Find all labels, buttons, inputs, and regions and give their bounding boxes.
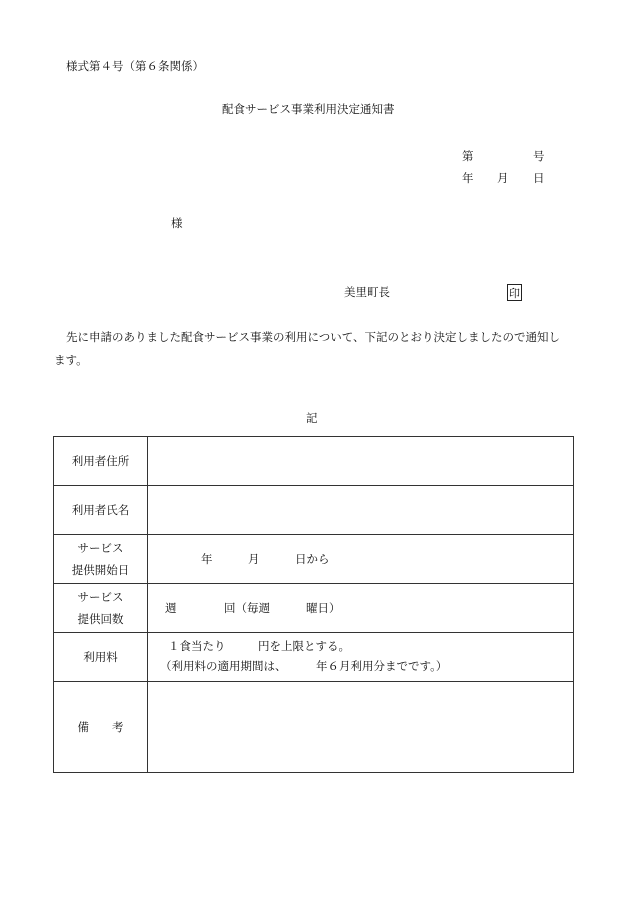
table-row xyxy=(54,682,574,773)
fee-label: 利用料 xyxy=(54,633,148,682)
name-field[interactable] xyxy=(148,486,574,535)
doc-number-prefix: 第 xyxy=(462,149,474,163)
name-label: 利用者氏名 xyxy=(54,486,148,535)
freq-weekday-text: 曜日） xyxy=(306,601,341,615)
freq-label-line-1: サービス xyxy=(77,590,124,604)
frequency-field[interactable] xyxy=(148,584,574,633)
freq-times-text: 回（毎週 xyxy=(224,601,270,615)
fee-line-1-a: １食当たり xyxy=(168,639,226,653)
fee-line-2-b: 年６月利用分までです。） xyxy=(316,659,448,673)
doc-number-suffix: 号 xyxy=(533,149,545,163)
freq-week-text: 週 xyxy=(165,601,177,615)
start-date-label xyxy=(54,535,148,584)
start-label-line-1: サービス xyxy=(77,541,124,555)
frequency-label xyxy=(54,584,148,633)
table-row xyxy=(54,584,574,633)
freq-label-line-2: 提供回数 xyxy=(77,612,124,626)
decision-table xyxy=(53,436,574,773)
start-label-line-2: 提供開始日 xyxy=(71,563,130,577)
table-row xyxy=(54,437,574,486)
table-row xyxy=(54,486,574,535)
issuer-title: 美里町長 xyxy=(344,285,390,299)
table-row xyxy=(54,633,574,682)
start-date-field[interactable] xyxy=(148,535,574,584)
start-day-text: 日から xyxy=(295,552,330,566)
fee-field[interactable] xyxy=(148,633,574,682)
date-year: 年 xyxy=(462,171,474,185)
remarks-field[interactable] xyxy=(148,682,574,773)
address-field[interactable] xyxy=(148,437,574,486)
table-row xyxy=(54,535,574,584)
document-title: 配食サービス事業利用決定通知書 xyxy=(222,102,395,116)
date-day: 日 xyxy=(533,171,545,185)
seal-mark: 印 xyxy=(507,284,522,301)
notice-body-line-1: 先に申請のありました配食サービス事業の利用について、下記のとおり決定しましたので通知し xyxy=(66,330,561,344)
address-label: 利用者住所 xyxy=(54,437,148,486)
fee-line-2-a: （利用料の適用期間は、 xyxy=(160,659,287,673)
recipient-honorific: 様 xyxy=(171,216,183,230)
start-month-text: 月 xyxy=(248,552,260,566)
ki-heading: 記 xyxy=(306,411,318,425)
fee-line-1-b: 円を上限とする。 xyxy=(258,639,350,653)
notice-body-line-2: ます。 xyxy=(54,353,88,367)
remarks-label: 備 考 xyxy=(54,682,148,773)
form-number: 様式第４号（第６条関係） xyxy=(66,59,204,73)
date-month: 月 xyxy=(497,171,509,185)
start-year-text: 年 xyxy=(201,552,213,566)
